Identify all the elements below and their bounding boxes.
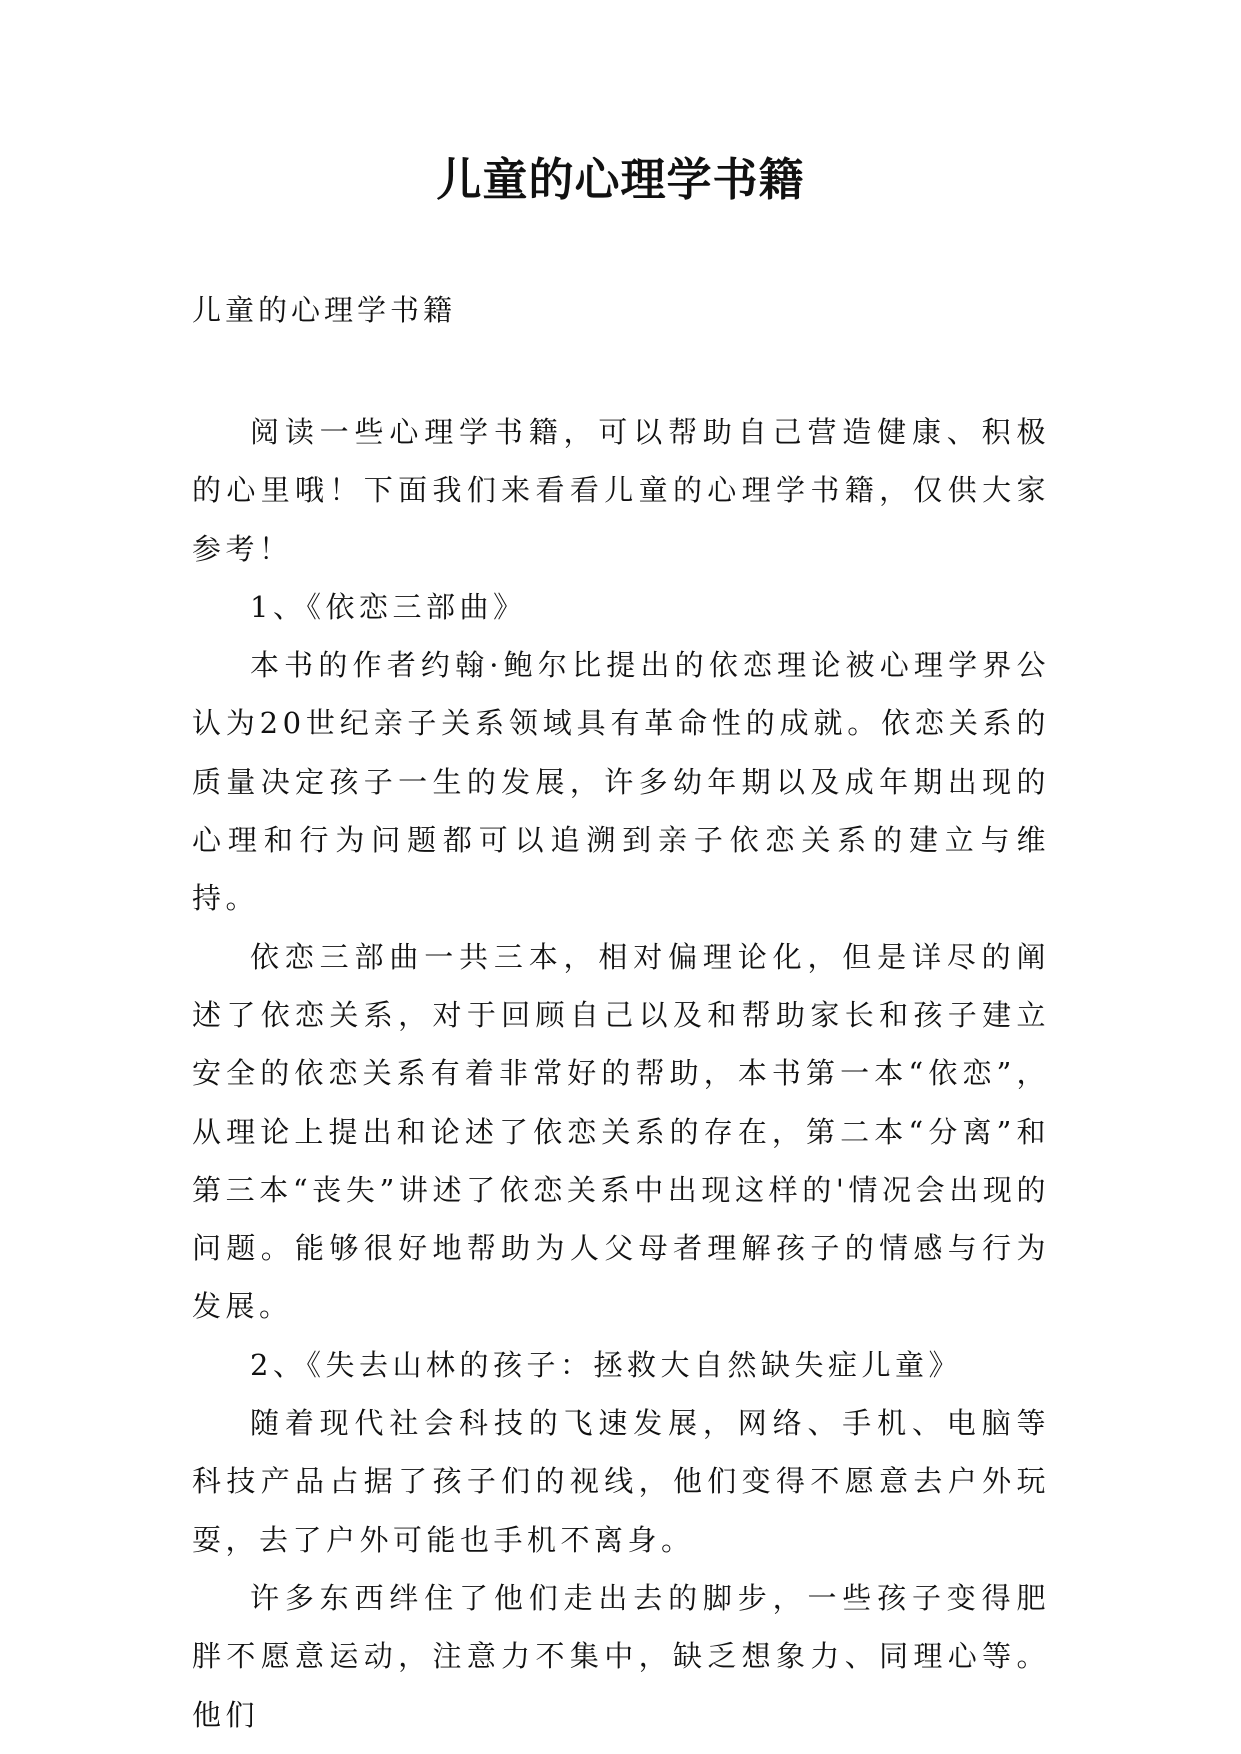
document-body — [192, 403, 1050, 1744]
book-heading-2: 2、《失去山林的孩子：拯救大自然缺失症儿童》 — [250, 1347, 962, 1382]
document-title: 儿童的心理学书籍 — [436, 153, 805, 206]
document-subtitle: 儿童的心理学书籍 — [192, 293, 457, 327]
paragraph-book-1-intro: 本书的作者约翰·鲍尔比提出的依恋理论被心理学界公认为20世纪亲子关系领域具有革命性的成就。依恋关系的质量决定孩子一生的发展，许多幼年期以及成年期出现的心理和行为问题都可以追溯到亲子依恋关系的建立与维持。 — [192, 648, 1050, 916]
book-heading-1: 1、《依恋三部曲》 — [250, 589, 527, 624]
paragraph-book-2-detail: 许多东西绊住了他们走出去的脚步，一些孩子变得肥胖不愿意运动，注意力不集中，缺乏想象力、同理心等。他们 — [192, 1580, 1050, 1732]
paragraph-book-1-detail: 依恋三部曲一共三本，相对偏理论化，但是详尽的阐述了依恋关系，对于回顾自己以及和帮助家长和孩子建立安全的依恋关系有着非常好的帮助，本书第一本“依恋”，从理论上提出和论述了依恋关系的存在，第二本“分离”和第三本“丧失”讲述了依恋关系中出现这样的'情况会出现的问题。能够很好地帮助为人父母者理解孩子的情感与行为发展。 — [192, 939, 1050, 1324]
paragraph-book-2-intro: 随着现代社会科技的飞速发展，网络、手机、电脑等科技产品占据了孩子们的视线，他们变得不愿意去户外玩耍，去了户外可能也手机不离身。 — [192, 1406, 1050, 1557]
paragraph-intro: 阅读一些心理学书籍，可以帮助自己营造健康、积极的心里哦！下面我们来看看儿童的心理学书籍，仅供大家参考！ — [192, 415, 1050, 566]
